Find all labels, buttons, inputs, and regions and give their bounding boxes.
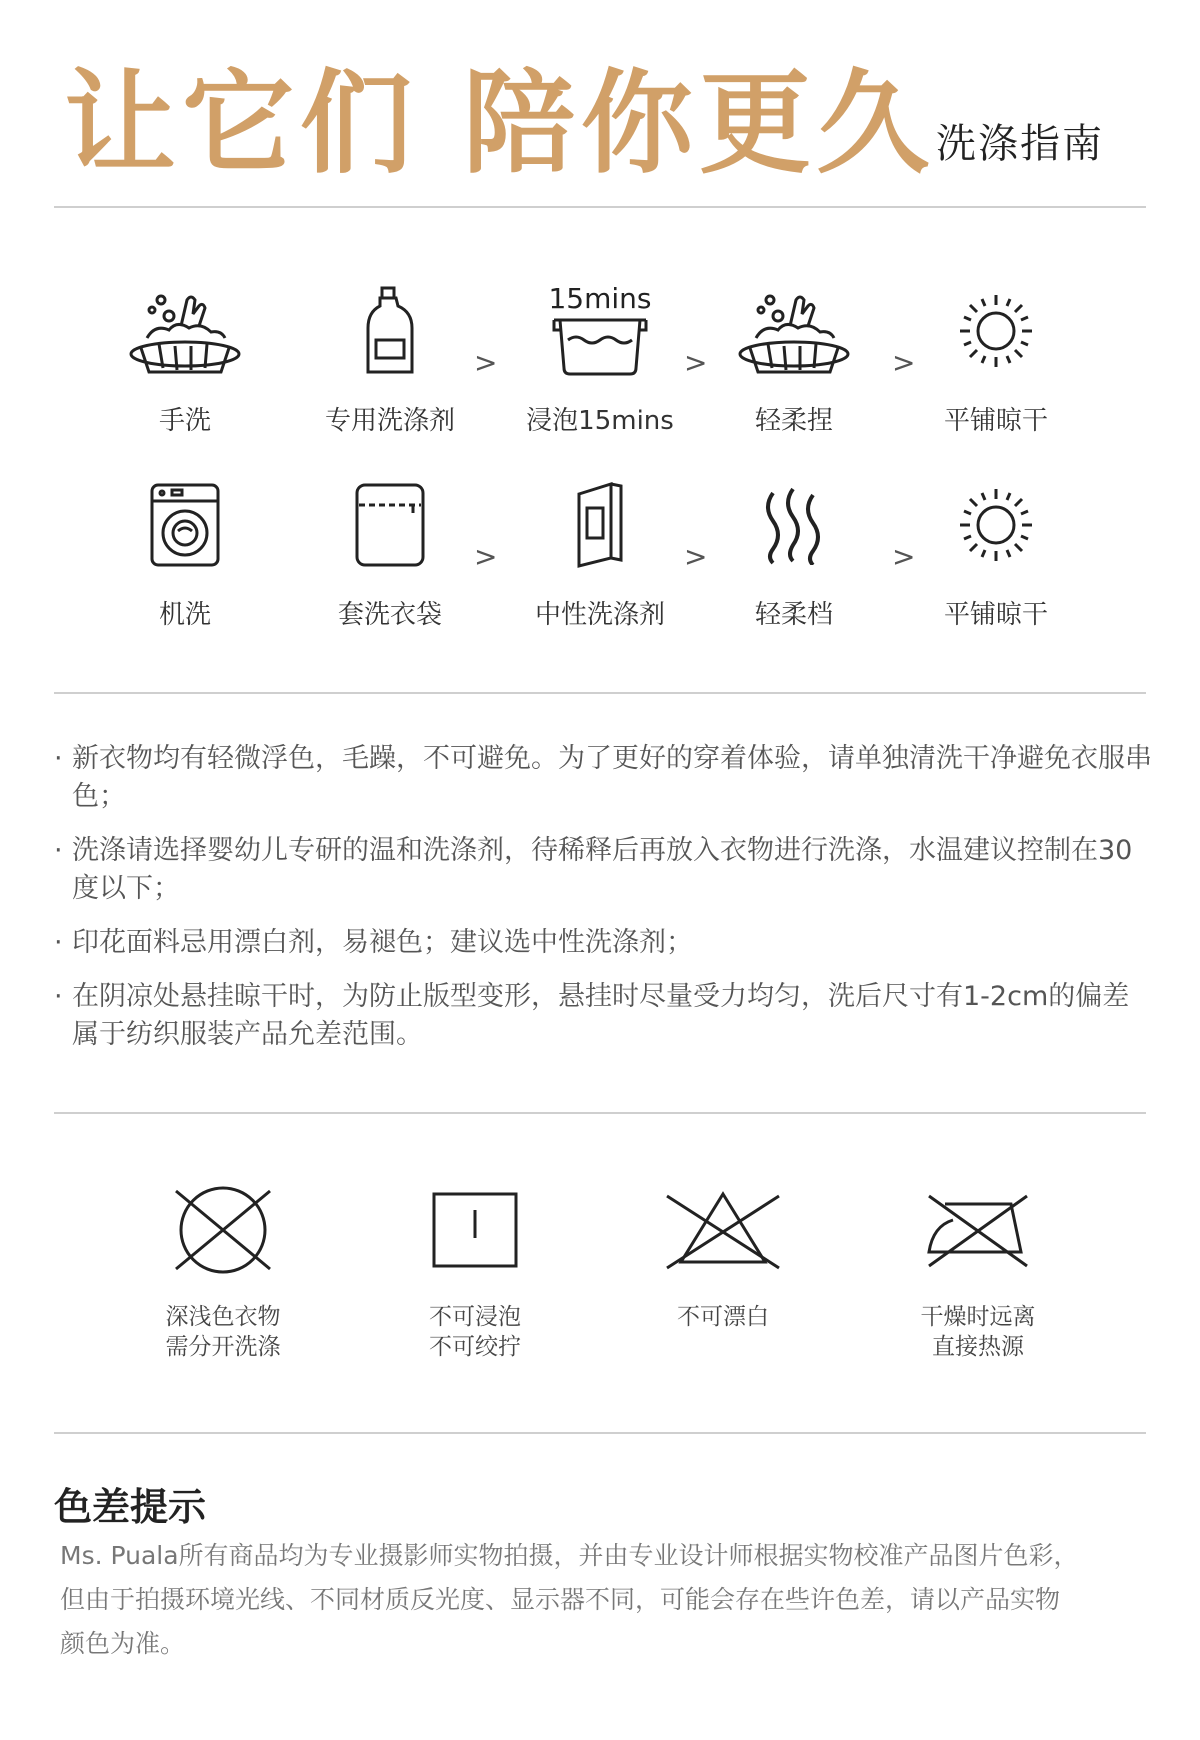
step-label: 中性洗涤剂 — [534, 600, 665, 630]
color-note-title: 色差提示 — [54, 1485, 207, 1529]
washing-machine-icon — [85, 470, 285, 580]
bullet: · — [54, 743, 63, 774]
step-machine-wash — [85, 470, 285, 631]
note-text: 印花面料忌用漂白剂，易褪色；建议选中性洗涤剂； — [72, 927, 693, 958]
step-label: 手洗 — [158, 406, 211, 436]
sun-icon — [896, 470, 1096, 580]
step-label: 平铺晾干 — [943, 600, 1048, 630]
divider — [54, 1112, 1146, 1114]
step-hand-wash — [85, 276, 285, 437]
arrow-icon: > — [474, 540, 498, 573]
crossed-triangle-icon — [623, 1180, 823, 1280]
machine-wash-steps — [0, 470, 1200, 650]
step-label: 机洗 — [158, 600, 211, 630]
note-item — [54, 832, 1154, 908]
step-detergent — [290, 276, 490, 437]
step-label: 浸泡15mins — [526, 406, 674, 436]
sun-icon — [896, 276, 1096, 386]
divider — [54, 206, 1146, 208]
care-symbol — [123, 1180, 323, 1362]
arrow-icon: > — [684, 346, 708, 379]
care-label: 干燥时远离 直接热源 — [920, 1304, 1036, 1360]
arrow-icon: > — [474, 346, 498, 379]
note-item — [54, 740, 1154, 816]
neutral-detergent-icon — [500, 470, 700, 580]
page-title: 让它们 陪你更久 — [64, 59, 935, 189]
steam-waves-icon — [694, 470, 894, 580]
step-label: 轻柔档 — [754, 600, 833, 630]
step-soak — [500, 276, 700, 437]
step-gentle-cycle — [694, 470, 894, 631]
step-label: 轻柔捏 — [754, 406, 833, 436]
bullet: · — [54, 835, 63, 866]
care-label: 深浅色衣物 需分开洗涤 — [165, 1304, 281, 1360]
arrow-icon: > — [892, 540, 916, 573]
note-item — [54, 924, 1154, 962]
bullet: · — [54, 981, 63, 1012]
note-item — [54, 978, 1154, 1054]
care-notes — [54, 740, 1154, 1070]
laundry-bag-icon — [290, 470, 490, 580]
color-note-text: Ms. Puala所有商品均为专业摄影师实物拍摄，并由专业设计师根据实物校准产品图片色彩，但由于拍摄环境光线、不同材质反光度、显示器不同，可能会存在些许色差，请以产品实物颜色为准。 — [60, 1541, 1079, 1658]
hand-wash-steps — [0, 276, 1200, 456]
hand-wash-basin-icon — [85, 276, 285, 386]
step-label: 套洗衣袋 — [337, 600, 442, 630]
care-label: 不可漂白 — [677, 1304, 769, 1330]
arrow-icon: > — [684, 540, 708, 573]
square-line-icon — [375, 1180, 575, 1280]
step-laundry-bag — [290, 470, 490, 631]
hand-wash-basin-icon — [694, 276, 894, 386]
care-symbol — [623, 1180, 823, 1332]
step-lay-flat-dry — [896, 276, 1096, 437]
divider — [54, 692, 1146, 694]
crossed-iron-icon — [878, 1180, 1078, 1280]
note-text: 洗涤请选择婴幼儿专研的温和洗涤剂，待稀释后再放入衣物进行洗涤，水温建议控制在30度以下； — [72, 835, 1133, 904]
step-neutral-detergent — [500, 470, 700, 631]
soak-basin-icon — [500, 276, 700, 386]
detergent-bottle-icon — [290, 276, 490, 386]
care-symbol — [375, 1180, 575, 1362]
care-symbol — [878, 1180, 1078, 1362]
soak-time-badge: 15mins — [548, 282, 652, 315]
divider — [54, 1432, 1146, 1434]
arrow-icon: > — [892, 346, 916, 379]
page-subtitle: 洗涤指南 — [936, 121, 1104, 167]
bullet: · — [54, 927, 63, 958]
step-label: 专用洗涤剂 — [324, 406, 455, 436]
crossed-circle-icon — [123, 1180, 323, 1280]
care-label: 不可浸泡 不可绞拧 — [429, 1304, 521, 1360]
step-gentle-squeeze — [694, 276, 894, 437]
note-text: 在阴凉处悬挂晾干时，为防止版型变形，悬挂时尽量受力均匀，洗后尺寸有1-2cm的偏差属于纺织服装产品允差范围。 — [72, 981, 1130, 1050]
step-label: 平铺晾干 — [943, 406, 1048, 436]
note-text: 新衣物均有轻微浮色，毛躁，不可避免。为了更好的穿着体验，请单独清洗干净避免衣服串色； — [72, 743, 1152, 812]
step-lay-flat-dry — [896, 470, 1096, 631]
